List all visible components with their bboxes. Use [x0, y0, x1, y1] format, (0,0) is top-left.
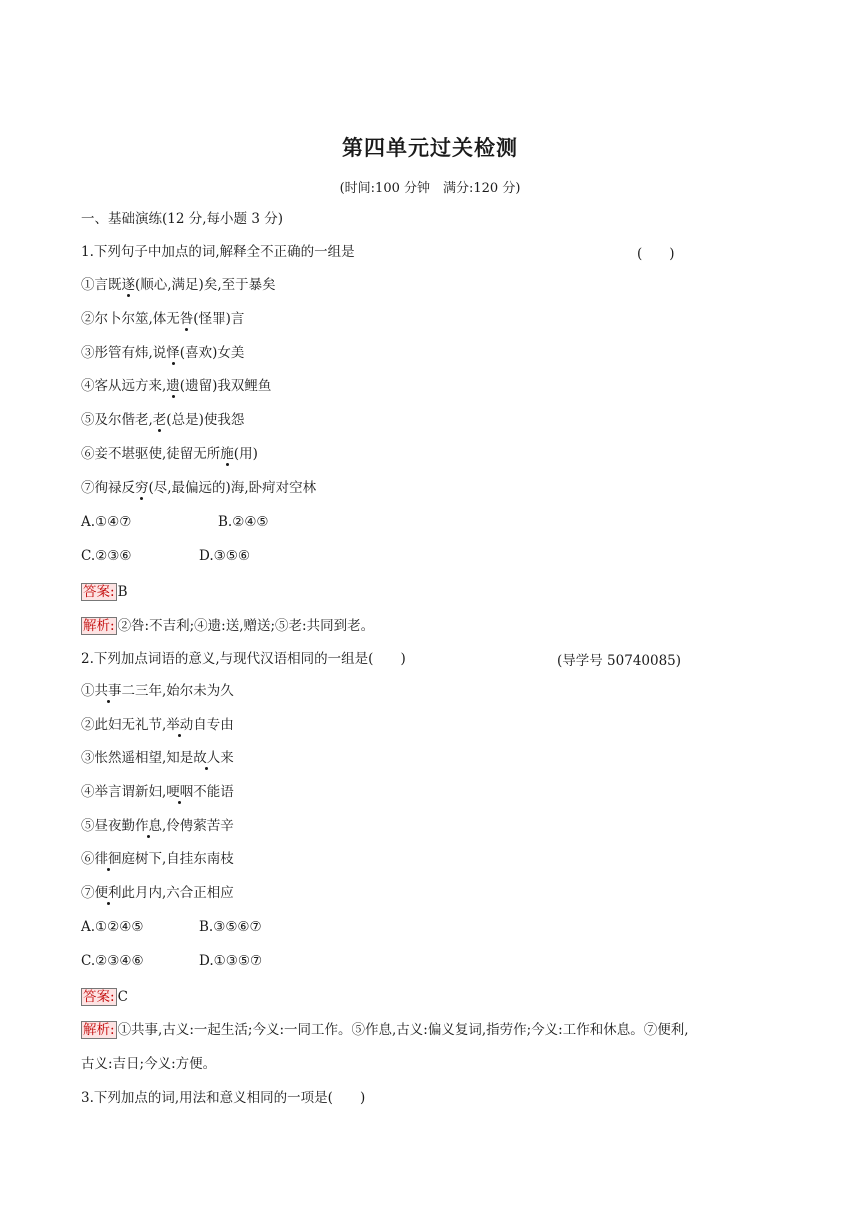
q1-item-4: ④客从远方来,遗(遗留)我双鲤鱼: [81, 378, 272, 394]
dotted-word: 咎: [179, 311, 194, 327]
q2-reference-number: (导学号 50740085): [557, 653, 682, 669]
q2-answer: [81, 987, 128, 1007]
q2-analysis-continued: 古义:吉日;今义:方便。: [81, 1056, 217, 1072]
dotted-word: 老: [152, 412, 167, 428]
q2-option-d: D.①③⑤⑦: [199, 953, 263, 969]
q2-item-4: ④举言谓新妇,哽咽不能语: [81, 784, 234, 800]
q3-stem: 3.下列加点的词,用法和意义相同的一项是( ): [81, 1090, 366, 1106]
q2-stem: 2.下列加点词语的意义,与现代汉语相同的一组是( ): [81, 651, 406, 667]
time-score-subtitle: (时间:100 分钟 满分:120 分): [339, 181, 521, 196]
q1-option-a: A.①④⑦: [81, 514, 132, 530]
q1-answer: [81, 582, 127, 602]
q1-item-5: ⑤及尔偕老,老(总是)使我怨: [81, 412, 245, 428]
q1-item-6: ⑥妾不堪驱使,徒留无所施(用): [81, 446, 258, 462]
dotted-word: 遗: [166, 378, 180, 394]
q2-item-6: ⑥徘徊庭树下,自挂东南枝: [81, 851, 234, 867]
q2-item-2: ②此妇无礼节,举动自专由: [81, 717, 234, 733]
q1-item-7: ⑦徇禄反穷(尽,最偏远的)海,卧疴对空林: [81, 480, 317, 496]
q2-option-c: C.②③④⑥: [81, 953, 144, 969]
section-heading: 一、基础演练(12 分,每小题 3 分): [81, 211, 283, 227]
analysis-text: ①共事,古义:一起生活;今义:一同工作。⑤作息,古义:偏义复词,指劳作;今义:工作和休息。⑦便利,: [117, 1022, 689, 1038]
q1-stem: 1.下列句子中加点的词,解释全不正确的一组是: [81, 244, 355, 260]
dotted-word: 作息: [135, 818, 162, 834]
dotted-word: 穷: [135, 480, 149, 496]
dotted-word: 徘徊: [94, 851, 122, 867]
analysis-label: 解析:: [83, 1022, 115, 1038]
dotted-word: 哽咽: [166, 784, 194, 800]
answer-label: 答案:: [83, 584, 115, 600]
q1-option-c: C.②③⑥: [81, 548, 132, 564]
dotted-word: 举动: [166, 717, 194, 733]
dotted-word: 施: [220, 446, 234, 462]
answer-value: C: [117, 989, 128, 1005]
q1-item-3: ③彤管有炜,说怿(喜欢)女美: [81, 345, 245, 361]
q2-option-b: B.③⑤⑥⑦: [199, 919, 262, 935]
dotted-word: 故人: [193, 750, 221, 766]
q2-option-a: A.①②④⑤: [81, 919, 144, 935]
q2-item-3: ③怅然遥相望,知是故人来: [81, 750, 234, 766]
q1-analysis: [81, 616, 374, 636]
dotted-word: 怿: [166, 345, 180, 361]
dotted-word: 遂: [121, 277, 135, 293]
q1-option-b: B.②④⑤: [218, 514, 269, 530]
dotted-word: 便利: [94, 885, 122, 901]
q1-item-2: ②尔卜尔筮,体无咎(怪罪)言: [81, 311, 245, 327]
q2-item-7: ⑦便利此月内,六合正相应: [81, 885, 234, 901]
q1-item-1: ①言既遂(顺心,满足)矣,至于暴矣: [81, 277, 276, 293]
answer-label: 答案:: [83, 989, 115, 1005]
q1-answer-blank: ( ): [637, 246, 675, 262]
q1-option-d: D.③⑤⑥: [199, 548, 250, 564]
analysis-label: 解析:: [83, 618, 115, 634]
q2-item-1: ①共事二三年,始尔未为久: [81, 683, 234, 699]
q2-analysis: [81, 1020, 689, 1040]
q2-item-5: ⑤昼夜勤作息,伶俜萦苦辛: [81, 818, 234, 834]
dotted-word: 共事: [94, 683, 122, 699]
answer-value: B: [117, 584, 128, 600]
analysis-text: ②咎:不吉利;④遗:送,赠送;⑤老:共同到老。: [117, 618, 375, 634]
page-title: 第四单元过关检测: [342, 136, 518, 160]
